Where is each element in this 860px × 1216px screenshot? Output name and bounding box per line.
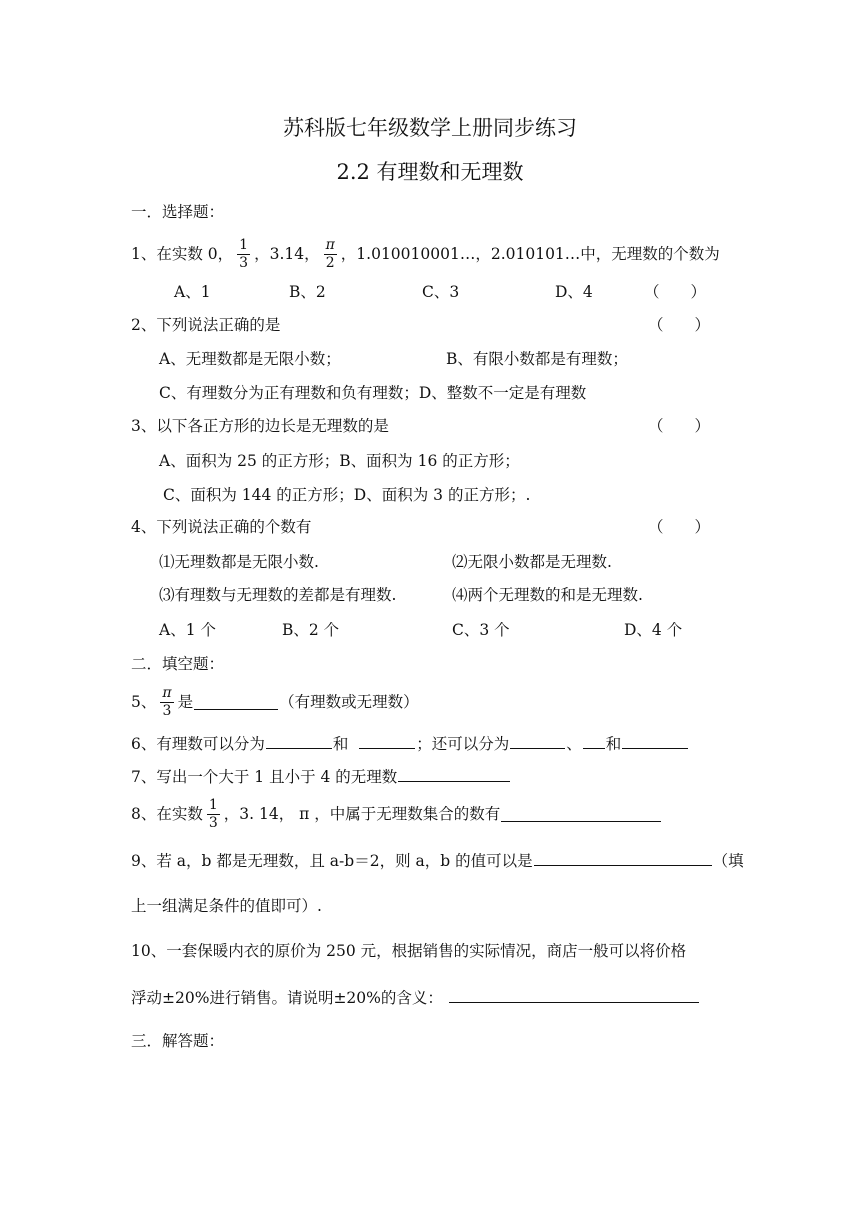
q5-text-post: （有理数或无理数） (279, 693, 419, 711)
fraction-denominator: 3 (162, 702, 172, 719)
question-10: 10、一套保暖内衣的原价为 250 元，根据销售的实际情况，商店一般可以将价格 (131, 942, 687, 960)
fraction-denominator: 3 (208, 814, 218, 831)
q2-options-cd: C、有理数分为正有理数和负有理数；D、整数不一定是有理数 (159, 384, 587, 402)
q10-text-line2: 浮动±20%进行销售。请说明±20%的含义： (131, 989, 443, 1007)
q8-text-pre: 8、在实数 (131, 805, 203, 823)
q1-option-d: D、4 (555, 283, 593, 301)
q6-blank-5[interactable] (622, 733, 688, 749)
fraction-numerator: 1 (239, 236, 249, 253)
q4-option-a: A、1 个 (159, 621, 216, 639)
fraction-pi-half (324, 237, 337, 272)
fraction-one-third (237, 237, 250, 272)
fraction-numerator: π (325, 236, 335, 253)
q1-option-b: B、2 (289, 283, 326, 301)
fraction-numerator: π (162, 684, 172, 701)
q5-answer-blank[interactable] (194, 694, 278, 710)
fraction-pi-third (160, 685, 173, 720)
question-3: 3、以下各正方形的边长是无理数的是 (131, 417, 389, 435)
q4-option-d: D、4 个 (624, 621, 683, 639)
fraction-denominator: 3 (239, 254, 249, 271)
section-solve-heading: 三．解答题： (131, 1032, 225, 1050)
q6-text-sep: 、 (566, 735, 582, 753)
q2-option-b: B、有限小数都是有理数； (446, 350, 628, 368)
q4-statement-3: ⑶有理数与无理数的差都是有理数. (159, 586, 397, 604)
question-10-line2 (131, 987, 700, 1008)
q6-blank-3[interactable] (510, 733, 565, 749)
page-title: 苏科版七年级数学上册同步练习 (283, 116, 577, 140)
q2-answer-paren: （ ） (648, 316, 711, 334)
section-fill-heading: 二．填空题： (131, 655, 225, 673)
q6-blank-2[interactable] (359, 733, 415, 749)
question-1 (131, 236, 720, 272)
q10-answer-blank[interactable] (449, 987, 699, 1003)
q1-text-mid: ，3.14， (254, 245, 320, 263)
q3-answer-paren: （ ） (648, 417, 711, 435)
q4-statement-4: ⑷两个无理数的和是无理数. (452, 586, 643, 604)
fraction-one-third (207, 797, 220, 832)
q1-text-pre: 1、在实数 0， (131, 245, 234, 263)
q9-answer-blank[interactable] (534, 850, 712, 866)
q4-answer-paren: （ ） (648, 518, 711, 536)
q1-answer-paren: （ ） (644, 283, 707, 301)
q4-statement-2: ⑵无限小数都是无理数. (452, 553, 612, 571)
question-9 (131, 850, 744, 871)
q7-answer-blank[interactable] (398, 766, 510, 782)
q1-option-c: C、3 (422, 283, 460, 301)
q6-text-pre: 6、有理数可以分为 (131, 735, 265, 753)
q8-text-post: ，3. 14， π ，中属于无理数集合的数有 (223, 805, 501, 823)
q8-answer-blank[interactable] (501, 806, 661, 822)
question-4: 4、下列说法正确的个数有 (131, 518, 312, 536)
q6-text-and-1: 和 (332, 735, 349, 753)
page-subtitle: 2.2 有理数和无理数 (336, 160, 524, 184)
q3-options-cd: C、面积为 144 的正方形；D、面积为 3 的正方形；. (163, 486, 531, 504)
fraction-denominator: 2 (325, 254, 335, 271)
q9-text-line2: 上一组满足条件的值即可）. (131, 897, 322, 915)
q4-option-b: B、2 个 (282, 621, 340, 639)
question-5 (131, 684, 419, 720)
q9-text-line1: 9、若 a，b 都是无理数，且 a-b＝2，则 a，b 的值可以是 (131, 852, 533, 870)
fraction-numerator: 1 (208, 796, 218, 813)
question-7 (131, 766, 511, 787)
q4-statement-1: ⑴无理数都是无限小数. (159, 553, 319, 571)
question-8 (131, 796, 662, 832)
q9-text-line1-end: （填 (712, 852, 744, 870)
q6-blank-1[interactable] (266, 733, 332, 749)
q2-option-a: A、无理数都是无限小数； (159, 350, 341, 368)
q3-options-ab: A、面积为 25 的正方形；B、面积为 16 的正方形； (159, 452, 520, 470)
q7-text: 7、写出一个大于 1 且小于 4 的无理数 (131, 768, 398, 786)
q5-text-mid: 是 (177, 693, 194, 711)
section-choice-heading: 一．选择题： (131, 203, 225, 221)
q6-text-and-2: 和 (605, 735, 622, 753)
q5-text-pre: 5、 (131, 693, 157, 711)
q4-option-c: C、3 个 (452, 621, 510, 639)
q6-blank-4[interactable] (583, 733, 605, 749)
q1-text-post: ，1.010010001…，2.010101…中，无理数的个数为 (340, 245, 720, 263)
q6-text-mid: ；还可以分为 (416, 735, 510, 753)
question-6 (131, 733, 689, 754)
question-2: 2、下列说法正确的是 (131, 316, 281, 334)
q1-option-a: A、1 (174, 283, 211, 301)
